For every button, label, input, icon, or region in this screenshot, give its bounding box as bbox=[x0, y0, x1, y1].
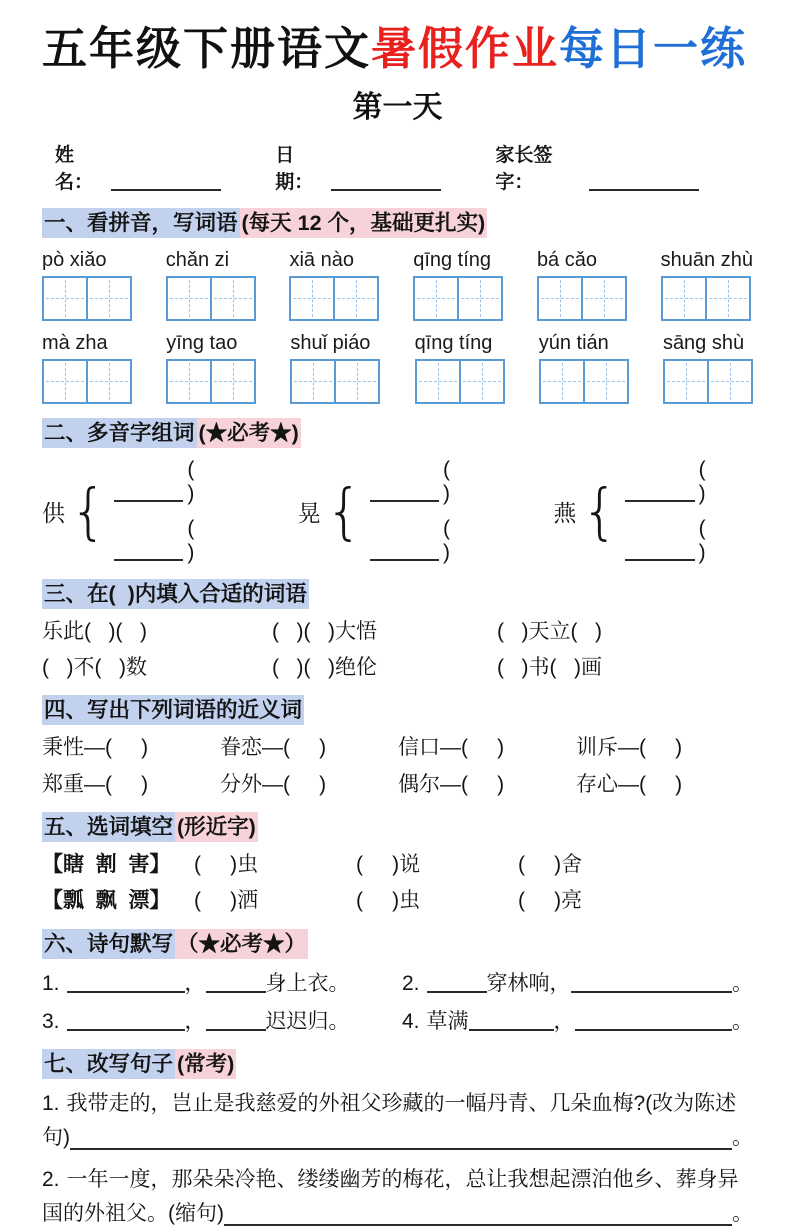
word-column bbox=[537, 249, 627, 321]
grid-cell[interactable] bbox=[333, 278, 377, 319]
page-title bbox=[42, 24, 753, 76]
sentence-text: 我带走的，岂止是我慈爱的外祖父珍藏的一幅丹青、几朵血梅?(改为陈述 bbox=[66, 1092, 737, 1116]
grid-cell[interactable] bbox=[44, 361, 86, 402]
choice-blank[interactable]: ( )说 bbox=[356, 853, 421, 877]
grid-cell[interactable] bbox=[539, 278, 581, 319]
question-number: 2. bbox=[402, 971, 420, 995]
grid-cell[interactable] bbox=[705, 278, 749, 319]
polyphone-char: 供 bbox=[42, 499, 65, 526]
section5-title: 五、选词填空 bbox=[42, 812, 175, 842]
writing-grid[interactable] bbox=[166, 359, 256, 404]
signature-blank[interactable] bbox=[589, 188, 699, 191]
question-number: 1. bbox=[42, 971, 60, 995]
answer-blank[interactable] bbox=[625, 558, 694, 561]
polyphone-group bbox=[42, 458, 242, 565]
pinyin-label: yún tián bbox=[538, 331, 609, 354]
polyphone-char: 晃 bbox=[297, 499, 321, 526]
section3-line-2 bbox=[42, 654, 753, 681]
writing-grid[interactable] bbox=[539, 359, 629, 404]
pinyin-label: chǎn zi bbox=[165, 248, 230, 271]
paren-blank: ( ) bbox=[187, 457, 236, 505]
synonym-item[interactable]: 训斥—( ) bbox=[576, 736, 683, 760]
section4-line-2 bbox=[42, 771, 753, 798]
answer-line bbox=[114, 517, 242, 565]
date-label: 日期： bbox=[275, 144, 314, 193]
poem-blank[interactable] bbox=[206, 1028, 266, 1031]
poem-line-2 bbox=[42, 1008, 753, 1035]
choice-blank[interactable]: ( )洒 bbox=[194, 889, 259, 913]
section7-title: 七、改写句子 bbox=[42, 1049, 175, 1079]
header-fields bbox=[42, 140, 753, 194]
word-options: 【瞎 割 害】 bbox=[42, 853, 171, 877]
title-course: 五年级下册语文 bbox=[42, 24, 372, 74]
choice-blank[interactable]: ( )舍 bbox=[518, 853, 583, 877]
polyphone-answers bbox=[370, 458, 498, 565]
writing-grid[interactable] bbox=[661, 276, 751, 321]
word-column bbox=[661, 249, 753, 321]
writing-grid[interactable] bbox=[289, 276, 379, 321]
grid-cell[interactable] bbox=[168, 278, 210, 319]
answer-blank[interactable] bbox=[625, 499, 694, 502]
synonym-item[interactable]: 分外—( ) bbox=[220, 772, 327, 796]
section5-line-1 bbox=[42, 851, 753, 878]
fill-in-idiom[interactable]: ( )书( )画 bbox=[497, 656, 602, 680]
name-label: 姓名： bbox=[55, 144, 94, 193]
section5-line-2 bbox=[42, 887, 753, 914]
polyphone-answers bbox=[625, 458, 753, 565]
grid-cell[interactable] bbox=[581, 278, 625, 319]
synonym-item[interactable]: 眷恋—( ) bbox=[220, 736, 327, 760]
answer-line bbox=[114, 458, 242, 506]
poem-text: 迟迟归。 bbox=[265, 1009, 350, 1033]
grid-cell[interactable] bbox=[457, 278, 501, 319]
answer-line bbox=[42, 1121, 753, 1155]
pinyin-label: yīng tao bbox=[166, 331, 238, 354]
question-text bbox=[42, 1163, 753, 1197]
question-number: 2. bbox=[42, 1168, 60, 1192]
sentence-text: 句) bbox=[42, 1126, 70, 1150]
grid-cell[interactable] bbox=[86, 278, 130, 319]
poem-text: ， bbox=[184, 971, 206, 995]
word-column bbox=[415, 332, 505, 404]
fill-in-idiom[interactable]: ( )( )大悟 bbox=[272, 619, 377, 643]
poem-blank[interactable] bbox=[67, 990, 185, 993]
grid-cell[interactable] bbox=[459, 361, 503, 402]
section1-header bbox=[42, 209, 753, 238]
title-homework: 暑假作业 bbox=[371, 24, 560, 74]
brace-icon: { bbox=[70, 475, 107, 547]
grid-cell[interactable] bbox=[210, 361, 254, 402]
answer-line bbox=[625, 517, 753, 565]
section3-header bbox=[42, 580, 753, 609]
section3-line-1 bbox=[42, 618, 753, 645]
synonym-item[interactable]: 郑重—( ) bbox=[42, 772, 149, 796]
rewrite-question-2 bbox=[42, 1163, 753, 1231]
synonym-item[interactable]: 信口—( ) bbox=[398, 736, 505, 760]
poem-line-1 bbox=[42, 970, 753, 997]
paren-blank: ( ) bbox=[187, 516, 236, 564]
word-column bbox=[539, 332, 629, 404]
pinyin-label: pò xiǎo bbox=[42, 248, 107, 271]
poem-q2 bbox=[402, 970, 753, 997]
writing-grid[interactable] bbox=[537, 276, 627, 321]
grid-cell[interactable] bbox=[168, 361, 210, 402]
answer-blank[interactable] bbox=[370, 499, 439, 502]
answer-line bbox=[370, 458, 498, 506]
polyphone-answers bbox=[114, 458, 242, 565]
period: 。 bbox=[732, 1126, 753, 1150]
section4-header bbox=[42, 696, 753, 725]
poem-text: ， bbox=[184, 1009, 206, 1033]
synonym-item[interactable]: 存心—( ) bbox=[576, 772, 683, 796]
section7-note: (常考) bbox=[175, 1049, 236, 1079]
synonym-item[interactable]: 偶尔—( ) bbox=[398, 772, 505, 796]
polyphone-group bbox=[553, 458, 753, 565]
choice-blank[interactable]: ( )虫 bbox=[194, 853, 259, 877]
name-field bbox=[55, 140, 221, 194]
writing-grid[interactable] bbox=[42, 359, 132, 404]
grid-cell[interactable] bbox=[707, 361, 751, 402]
section6-title: 六、诗句默写 bbox=[42, 929, 175, 959]
pinyin-grid-row-2 bbox=[42, 332, 753, 404]
poem-text: 。 bbox=[732, 1009, 753, 1033]
section1-title: 一、看拼音，写词语 bbox=[42, 208, 240, 238]
poem-text: ， bbox=[553, 1009, 575, 1033]
writing-grid[interactable] bbox=[413, 276, 503, 321]
fill-in-idiom[interactable]: ( )不( )数 bbox=[42, 656, 147, 680]
grid-cell[interactable] bbox=[417, 361, 459, 402]
writing-grid[interactable] bbox=[290, 359, 380, 404]
writing-grid[interactable] bbox=[663, 359, 753, 404]
pinyin-label: bá cǎo bbox=[536, 248, 597, 271]
signature-field bbox=[495, 140, 699, 194]
pinyin-label: qīng tíng bbox=[414, 331, 493, 354]
answer-line bbox=[625, 458, 753, 506]
section4-line-1 bbox=[42, 734, 753, 761]
polyphone-groups bbox=[42, 458, 753, 565]
word-column bbox=[42, 249, 132, 321]
writing-grid[interactable] bbox=[166, 276, 256, 321]
answer-blank[interactable] bbox=[70, 1147, 732, 1150]
section6-note: （★必考★） bbox=[175, 929, 308, 959]
writing-grid[interactable] bbox=[42, 276, 132, 321]
pinyin-label: qīng tíng bbox=[413, 248, 492, 271]
grid-cell[interactable] bbox=[86, 361, 130, 402]
grid-cell[interactable] bbox=[415, 278, 457, 319]
section2-note: (★必考★) bbox=[197, 418, 301, 448]
poem-q4 bbox=[402, 1008, 753, 1035]
grid-cell[interactable] bbox=[583, 361, 627, 402]
paren-blank: ( ) bbox=[442, 457, 491, 505]
brace-icon: { bbox=[325, 475, 363, 547]
answer-blank[interactable] bbox=[370, 558, 439, 561]
word-column bbox=[166, 249, 256, 321]
poem-q1 bbox=[42, 970, 402, 997]
writing-grid[interactable] bbox=[415, 359, 505, 404]
word-column bbox=[42, 332, 132, 404]
section5-header bbox=[42, 813, 753, 842]
answer-line bbox=[42, 1197, 753, 1231]
section7-header bbox=[42, 1050, 753, 1079]
signature-label: 家长签字： bbox=[495, 144, 553, 193]
section4-title: 四、写出下列词语的近义词 bbox=[42, 695, 304, 725]
word-options: 【瓢 飘 漂】 bbox=[42, 889, 171, 913]
polyphone-group bbox=[298, 458, 498, 565]
grid-cell[interactable] bbox=[665, 361, 707, 402]
choice-blank[interactable]: ( )亮 bbox=[518, 889, 583, 913]
section2-header bbox=[42, 419, 753, 448]
sentence-text: 一年一度，那朵朵冷艳、缕缕幽芳的梅花，总让我想起漂泊他乡、葬身异 bbox=[66, 1168, 739, 1192]
fill-in-idiom[interactable]: ( )天立( ) bbox=[497, 619, 602, 643]
section6-header bbox=[42, 930, 753, 959]
word-column bbox=[166, 332, 256, 404]
pinyin-label: mà zha bbox=[42, 331, 108, 354]
word-column bbox=[413, 249, 503, 321]
grid-cell[interactable] bbox=[663, 278, 705, 319]
poem-blank[interactable] bbox=[67, 1028, 185, 1031]
polyphone-char: 燕 bbox=[553, 499, 577, 526]
paren-blank: ( ) bbox=[442, 516, 491, 564]
section5-note: (形近字) bbox=[175, 812, 258, 842]
synonym-item[interactable]: 秉性—( ) bbox=[42, 736, 149, 760]
grid-cell[interactable] bbox=[292, 361, 334, 402]
name-blank[interactable] bbox=[111, 188, 221, 191]
grid-cell[interactable] bbox=[44, 278, 86, 319]
question-number: 4. bbox=[402, 1009, 420, 1033]
fill-in-idiom[interactable]: 乐此( )( ) bbox=[42, 619, 147, 643]
pinyin-label: sāng shù bbox=[662, 331, 745, 354]
date-blank[interactable] bbox=[331, 188, 441, 191]
answer-blank[interactable] bbox=[224, 1223, 732, 1226]
day-heading: 第一天 bbox=[352, 90, 443, 124]
word-column bbox=[289, 249, 379, 321]
pinyin-label: xiā nào bbox=[289, 248, 354, 271]
poem-blank[interactable] bbox=[206, 990, 266, 993]
question-number: 1. bbox=[42, 1092, 60, 1116]
sentence-text: 国的外祖父。(缩句) bbox=[42, 1202, 224, 1226]
date-field bbox=[275, 140, 441, 194]
grid-cell[interactable] bbox=[334, 361, 378, 402]
fill-in-idiom[interactable]: ( )( )绝伦 bbox=[272, 656, 377, 680]
poem-text: 草满 bbox=[426, 1009, 469, 1033]
answer-line bbox=[370, 517, 498, 565]
poem-blank[interactable] bbox=[571, 990, 732, 993]
choice-blank[interactable]: ( )虫 bbox=[356, 889, 421, 913]
period: 。 bbox=[732, 1202, 753, 1226]
title-daily: 每日一练 bbox=[559, 24, 748, 74]
brace-icon: { bbox=[581, 475, 619, 547]
poem-blank[interactable] bbox=[469, 1028, 554, 1031]
section2-title: 二、多音字组词 bbox=[42, 418, 197, 448]
section1-note: (每天 12 个，基础更扎实) bbox=[240, 208, 488, 238]
poem-blank[interactable] bbox=[427, 990, 487, 993]
question-number: 3. bbox=[42, 1009, 60, 1033]
answer-blank[interactable] bbox=[114, 499, 183, 502]
poem-blank[interactable] bbox=[575, 1028, 732, 1031]
answer-blank[interactable] bbox=[114, 558, 183, 561]
section3-title: 三、在( )内填入合适的词语 bbox=[42, 579, 309, 609]
grid-cell[interactable] bbox=[210, 278, 254, 319]
word-column bbox=[663, 332, 753, 404]
grid-cell[interactable] bbox=[541, 361, 583, 402]
pinyin-label: shuǐ piáo bbox=[290, 331, 371, 354]
word-column bbox=[290, 332, 380, 404]
rewrite-question-1 bbox=[42, 1087, 753, 1155]
question-text bbox=[42, 1087, 753, 1121]
grid-cell[interactable] bbox=[291, 278, 333, 319]
paren-blank: ( ) bbox=[698, 516, 747, 564]
poem-text: 穿林响， bbox=[486, 971, 571, 995]
poem-text: 身上衣。 bbox=[265, 971, 350, 995]
pinyin-label: shuān zhù bbox=[660, 248, 753, 271]
paren-blank: ( ) bbox=[698, 457, 747, 505]
poem-text: 。 bbox=[732, 971, 753, 995]
poem-q3 bbox=[42, 1008, 402, 1035]
pinyin-grid-row-1 bbox=[42, 249, 753, 321]
